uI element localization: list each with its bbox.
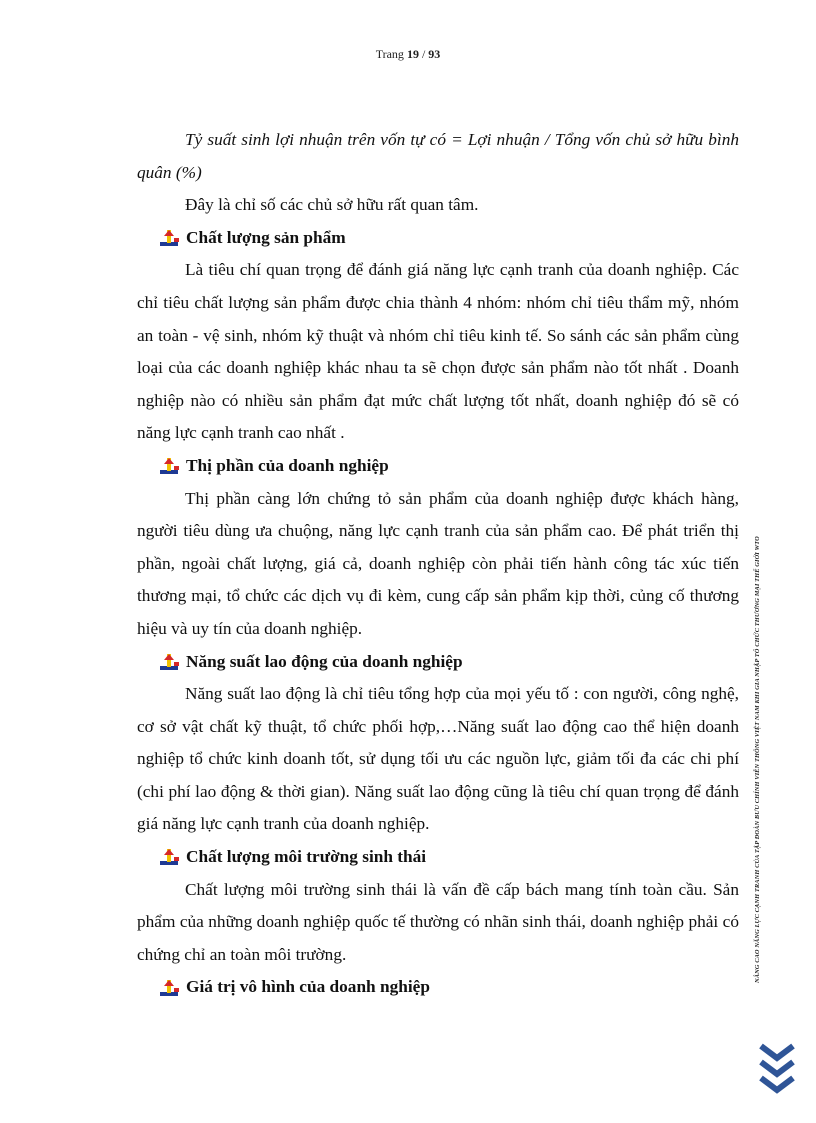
pin-bullet-icon [158,977,180,999]
body-paragraph: Đây là chỉ số các chủ sở hữu rất quan tâm. [185,195,479,215]
section-heading-text: Chất lượng sản phẩm [186,227,346,247]
current-page-number: 19 [406,47,419,61]
body-paragraph: Năng suất lao động là chỉ tiêu tổng hợp của mọi yếu tố : con người, công nghệ, cơ sở vật chất kỹ thuật, tổ chức phối hợp,…Năng suất lao động cao thể hiện doanh nghiệp tổ chức kinh doanh tốt, sử dụng tối ưu các nguồn lực, giảm tối đa các chi phí (chi phí lao động & thời gian). Năng suất lao động cũng là tiêu chí quan trọng để đánh giá năng lực cạnh tranh của doanh nghiệp. [137,684,739,834]
total-pages: 93 [428,47,441,61]
section-heading-text: Chất lượng môi trường sinh thái [186,847,427,867]
page-separator: / [418,47,429,61]
page-header [0,47,816,62]
formula-paragraph: Tỷ suất sinh lợi nhuận trên vốn tự có = Lợi nhuận / Tổng vốn chủ sở hữu bình quân (%) [137,130,739,182]
pin-bullet-icon [158,846,180,868]
section-heading-text: Giá trị vô hình của doanh nghiệp [186,977,430,997]
body-paragraph: Là tiêu chí quan trọng để đánh giá năng lực cạnh tranh của doanh nghiệp. Các chỉ tiêu chất lượng sản phẩm được chia thành 4 nhóm: nhóm chỉ tiêu thẩm mỹ, nhóm an toàn - vệ sinh, nhóm kỹ thuật và nhóm chỉ tiêu kinh tế. So sánh các sản phẩm cùng loại của các doanh nghiệp khác nhau ta sẽ chọn được sản phẩm nào tốt nhất . Doanh nghiệp nào có nhiều sản phẩm đạt mức chất lượng tốt nhất, doanh nghiệp đó sẽ có năng lực cạnh tranh cao nhất . [137,260,739,443]
document-body [137,124,739,1004]
section-heading [137,646,739,679]
body-paragraph: Chất lượng môi trường sinh thái là vấn đề cấp bách mang tính toàn cầu. Sản phẩm của những doanh nghiệp quốc tế thường có nhãn sinh thái, doanh nghiệp phải có chứng chỉ an toàn môi trường. [137,879,739,964]
triple-chevron-down-icon[interactable] [757,1040,797,1096]
section-heading-text: Thị phần của doanh nghiệp [186,455,389,475]
vertical-document-title: NÂNG CAO NĂNG LỰC CẠNH TRANH CỦA TẬP ĐOÀN BƯU CHÍNH VIỄN THÔNG VIỆT NAM KHI GIA NHẬP TỔ CHỨC THƯƠNG MẠI THẾ GIỚI WTO [754,536,761,983]
page-label: Trang [375,47,407,61]
body-paragraph: Thị phần càng lớn chứng tỏ sản phẩm của doanh nghiệp được khách hàng, người tiêu dùng ưa chuộng, năng lực cạnh tranh của sản phẩm cao. Để phát triển thị phần, ngoài chất lượng, giá cả, doanh nghiệp còn phải tiến hành công tác xúc tiến thương mại, tổ chức các dịch vụ đi kèm, cung cấp sản phẩm kịp thời, củng cố thương hiệu và uy tín của doanh nghiệp. [137,488,739,638]
pin-bullet-icon [158,227,180,249]
section-heading [137,841,739,874]
section-heading [137,971,739,1004]
pin-bullet-icon [158,455,180,477]
pin-bullet-icon [158,651,180,673]
section-heading [137,222,739,255]
section-heading [137,450,739,483]
section-heading-text: Năng suất lao động của doanh nghiệp [186,651,463,671]
